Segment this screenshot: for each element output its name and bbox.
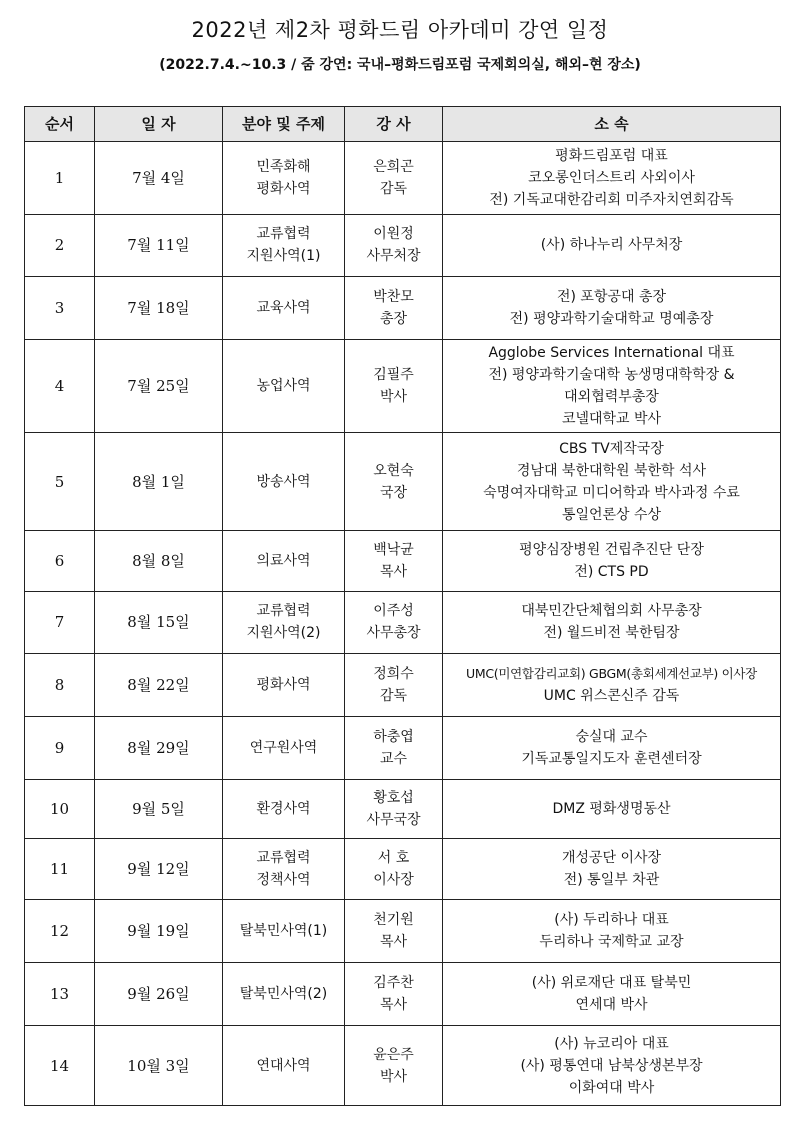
cell-affiliation-line: Agglobe Services International 대표 — [488, 345, 735, 362]
cell-topic — [223, 433, 345, 531]
table-row — [25, 592, 781, 653]
cell-date: 9월 19일 — [95, 900, 223, 963]
column-header-date: 일 자 — [95, 107, 223, 142]
cell-topic — [223, 838, 345, 899]
cell-topic — [223, 215, 345, 276]
cell-topic-line: 탈북민사역(1) — [239, 923, 328, 940]
cell-speaker-line: 박사 — [379, 389, 408, 406]
table-row — [25, 963, 781, 1026]
cell-no: 6 — [25, 531, 95, 592]
cell-date: 9월 26일 — [95, 963, 223, 1026]
cell-date: 10월 3일 — [95, 1026, 223, 1106]
table-row — [25, 142, 781, 215]
cell-date: 7월 11일 — [95, 215, 223, 276]
cell-no: 8 — [25, 653, 95, 716]
cell-topic-line: 정책사역 — [256, 872, 311, 889]
cell-affiliation-line: 코넬대학교 박사 — [561, 411, 662, 428]
cell-date: 9월 12일 — [95, 838, 223, 899]
cell-affiliation — [443, 838, 781, 899]
table-row — [25, 531, 781, 592]
cell-no: 13 — [25, 963, 95, 1026]
cell-affiliation-line: 평화드림포럼 대표 — [555, 148, 668, 165]
cell-speaker — [345, 339, 443, 433]
cell-speaker-line: 국장 — [379, 484, 408, 501]
cell-speaker-line: 정희수 — [373, 665, 414, 682]
cell-speaker — [345, 653, 443, 716]
cell-speaker-line: 오현숙 — [373, 462, 414, 479]
table-row — [25, 276, 781, 339]
table-row — [25, 716, 781, 779]
cell-no: 5 — [25, 433, 95, 531]
cell-affiliation — [443, 592, 781, 653]
cell-no: 2 — [25, 215, 95, 276]
cell-speaker — [345, 1026, 443, 1106]
cell-affiliation — [443, 215, 781, 276]
cell-topic — [223, 716, 345, 779]
column-header-no: 순서 — [25, 107, 95, 142]
cell-speaker — [345, 433, 443, 531]
cell-no: 4 — [25, 339, 95, 433]
cell-speaker — [345, 963, 443, 1026]
cell-affiliation-line: 전) CTS PD — [574, 564, 649, 581]
cell-affiliation-line: 전) 월드비전 북한팀장 — [543, 625, 680, 642]
column-header-affiliation: 소 속 — [443, 107, 781, 142]
cell-speaker-line: 김필주 — [373, 367, 414, 384]
cell-topic — [223, 276, 345, 339]
table-row — [25, 339, 781, 433]
cell-topic-line: 교류협력 — [256, 603, 311, 620]
cell-affiliation-line: 경남대 북한대학원 북한학 석사 — [516, 462, 707, 479]
cell-speaker — [345, 142, 443, 215]
cell-topic-line: 교류협력 — [256, 226, 311, 243]
cell-no: 11 — [25, 838, 95, 899]
cell-date: 8월 8일 — [95, 531, 223, 592]
cell-speaker-line: 이사장 — [373, 872, 414, 889]
cell-affiliation-line: 전) 평양과학기술대학교 명예총장 — [509, 310, 714, 327]
cell-affiliation-line: 기독교통일지도자 훈련센터장 — [521, 750, 702, 767]
cell-affiliation-line: 통일언론상 수상 — [561, 506, 662, 523]
cell-date: 8월 15일 — [95, 592, 223, 653]
cell-topic — [223, 592, 345, 653]
cell-affiliation-line: (사) 하나누리 사무처장 — [540, 237, 683, 254]
cell-affiliation — [443, 1026, 781, 1106]
cell-affiliation-line: 코오롱인더스트리 사외이사 — [528, 170, 695, 187]
cell-affiliation — [443, 531, 781, 592]
cell-affiliation-line: 숙명여자대학교 미디어학과 박사과정 수료 — [483, 484, 740, 501]
cell-date: 8월 29일 — [95, 716, 223, 779]
cell-speaker-line: 사무처장 — [366, 248, 421, 265]
cell-speaker — [345, 716, 443, 779]
cell-speaker — [345, 531, 443, 592]
cell-topic — [223, 900, 345, 963]
cell-affiliation-line: 대북민간단체협의회 사무총장 — [521, 603, 702, 620]
cell-topic-line: 민족화해 — [256, 159, 311, 176]
cell-topic — [223, 142, 345, 215]
cell-affiliation — [443, 716, 781, 779]
cell-affiliation — [443, 900, 781, 963]
cell-topic — [223, 339, 345, 433]
cell-speaker-line: 총장 — [379, 310, 408, 327]
cell-topic-line: 교육사역 — [256, 299, 311, 316]
cell-topic-line: 의료사역 — [256, 553, 311, 570]
cell-affiliation-line: CBS TV제작국장 — [559, 440, 664, 457]
cell-speaker-line: 김주찬 — [373, 975, 414, 992]
cell-speaker-line: 사무총장 — [366, 625, 421, 642]
cell-affiliation-line: 이화여대 박사 — [568, 1079, 655, 1096]
table-row — [25, 215, 781, 276]
cell-no: 7 — [25, 592, 95, 653]
cell-affiliation — [443, 339, 781, 433]
cell-affiliation-line: 전) 통일부 차관 — [563, 872, 660, 889]
cell-affiliation-line: (사) 평통연대 남북상생본부장 — [520, 1057, 703, 1074]
cell-topic-line: 농업사역 — [256, 378, 311, 395]
cell-speaker-line: 목사 — [379, 997, 408, 1014]
cell-date: 9월 5일 — [95, 779, 223, 838]
cell-topic-line: 지원사역(2) — [246, 625, 321, 642]
cell-no: 9 — [25, 716, 95, 779]
cell-speaker-line: 사무국장 — [366, 811, 421, 828]
column-header-topic: 분야 및 주제 — [223, 107, 345, 142]
cell-date: 7월 25일 — [95, 339, 223, 433]
cell-topic — [223, 1026, 345, 1106]
cell-speaker-line: 서 호 — [377, 850, 410, 867]
cell-speaker-line: 이주성 — [373, 603, 414, 620]
cell-affiliation-line: 대외협력부총장 — [564, 389, 659, 406]
page-title: 2022년 제2차 평화드림 아카데미 강연 일정 — [191, 18, 609, 42]
cell-affiliation-line: UMC 위스콘신주 감독 — [543, 687, 680, 704]
cell-topic-line: 지원사역(1) — [246, 248, 321, 265]
cell-topic — [223, 531, 345, 592]
schedule-table — [24, 106, 781, 1106]
cell-topic-line: 교류협력 — [256, 850, 311, 867]
cell-speaker-line: 백낙균 — [373, 542, 414, 559]
cell-no: 12 — [25, 900, 95, 963]
cell-no: 3 — [25, 276, 95, 339]
cell-affiliation-line: 두리하나 국제학교 교장 — [539, 934, 684, 951]
cell-topic-line: 환경사역 — [256, 800, 311, 817]
cell-no: 10 — [25, 779, 95, 838]
cell-speaker-line: 감독 — [379, 181, 408, 198]
table-row — [25, 838, 781, 899]
cell-topic — [223, 963, 345, 1026]
cell-affiliation-line: (사) 두리하나 대표 — [554, 912, 669, 929]
cell-speaker — [345, 592, 443, 653]
cell-affiliation-line: (사) 위로재단 대표 탈북민 — [531, 975, 692, 992]
cell-affiliation-line: 개성공단 이사장 — [561, 850, 662, 867]
cell-topic-line: 연구원사역 — [249, 739, 318, 756]
cell-speaker — [345, 779, 443, 838]
cell-topic-line: 탈북민사역(2) — [239, 986, 328, 1003]
table-header-row — [25, 107, 781, 142]
cell-speaker-line: 천기원 — [373, 912, 414, 929]
cell-speaker-line: 윤은주 — [373, 1046, 414, 1063]
cell-date: 7월 18일 — [95, 276, 223, 339]
cell-speaker-line: 목사 — [379, 564, 408, 581]
cell-topic — [223, 779, 345, 838]
cell-affiliation — [443, 779, 781, 838]
cell-affiliation — [443, 142, 781, 215]
table-row — [25, 900, 781, 963]
table-row — [25, 779, 781, 838]
cell-affiliation-line: 전) 기독교대한감리회 미주자치연회감독 — [489, 192, 734, 209]
cell-affiliation-line: (사) 뉴코리아 대표 — [554, 1035, 669, 1052]
cell-affiliation-line: 숭실대 교수 — [575, 728, 648, 745]
cell-speaker-line: 박찬모 — [373, 288, 414, 305]
cell-affiliation-line: 평양심장병원 건립추진단 단장 — [519, 542, 704, 559]
cell-topic — [223, 653, 345, 716]
cell-affiliation-line: UMC(미연합감리교회) GBGM(총회세계선교부) 이사장 — [466, 665, 757, 681]
cell-affiliation — [443, 653, 781, 716]
cell-date: 7월 4일 — [95, 142, 223, 215]
cell-speaker-line: 감독 — [379, 687, 408, 704]
cell-speaker — [345, 215, 443, 276]
cell-speaker-line: 은희곤 — [373, 159, 414, 176]
page-subtitle: (2022.7.4.~10.3 / 줌 강연: 국내–평화드림포럼 국제회의실, 해외–현 장소) — [159, 57, 641, 73]
cell-topic-line: 연대사역 — [256, 1057, 311, 1074]
cell-speaker-line: 황호섭 — [373, 789, 414, 806]
cell-affiliation — [443, 433, 781, 531]
cell-affiliation — [443, 963, 781, 1026]
table-row — [25, 433, 781, 531]
column-header-speaker: 강 사 — [345, 107, 443, 142]
cell-speaker-line: 교수 — [379, 750, 408, 767]
cell-speaker-line: 목사 — [379, 934, 408, 951]
cell-speaker-line: 하충엽 — [373, 728, 414, 745]
cell-topic-line: 평화사역 — [256, 676, 311, 693]
cell-affiliation-line: 연세대 박사 — [575, 997, 648, 1014]
cell-no: 14 — [25, 1026, 95, 1106]
cell-speaker — [345, 276, 443, 339]
cell-date: 8월 1일 — [95, 433, 223, 531]
cell-speaker-line: 박사 — [379, 1068, 408, 1085]
cell-topic-line: 방송사역 — [256, 473, 311, 490]
table-row — [25, 653, 781, 716]
cell-speaker — [345, 838, 443, 899]
cell-date: 8월 22일 — [95, 653, 223, 716]
cell-affiliation — [443, 276, 781, 339]
cell-affiliation-line: 전) 평양과학기술대학 농생명대학학장 & — [488, 367, 735, 384]
cell-speaker-line: 이원정 — [373, 226, 414, 243]
cell-no: 1 — [25, 142, 95, 215]
cell-speaker — [345, 900, 443, 963]
cell-affiliation-line: 전) 포항공대 총장 — [556, 288, 667, 305]
cell-affiliation-line: DMZ 평화생명동산 — [552, 800, 671, 817]
cell-topic-line: 평화사역 — [256, 181, 311, 198]
table-row — [25, 1026, 781, 1106]
